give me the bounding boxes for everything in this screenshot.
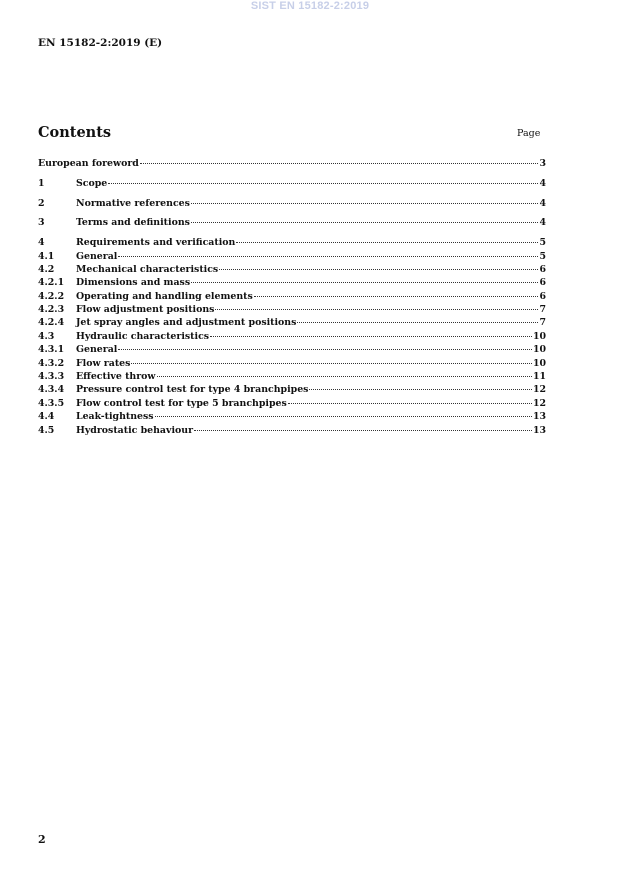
toc-entry[interactable] [38, 410, 546, 423]
toc-entry-page: 10 [532, 357, 546, 369]
toc-entry-number: 4.5 [38, 424, 55, 436]
toc-entry-title: Hydraulic characteristics [76, 330, 210, 342]
toc-entry[interactable] [38, 424, 546, 437]
toc-entry-number: 4.2 [38, 263, 55, 275]
toc-entry-page: 13 [532, 424, 546, 436]
dot-leader [155, 416, 532, 417]
toc-entry[interactable] [38, 177, 546, 190]
toc-entry-page: 7 [539, 304, 546, 316]
toc-entry-title: Flow adjustment positions [76, 304, 215, 316]
toc-entry-title: Flow rates [76, 357, 131, 369]
dot-leader [191, 282, 538, 283]
toc-entry[interactable] [38, 290, 546, 303]
toc-entry-number: 4.2.2 [38, 290, 65, 302]
toc-entry-number: 4.2.3 [38, 304, 65, 316]
toc-entry-number: 4.3.5 [38, 397, 65, 409]
toc-entry[interactable] [38, 330, 546, 343]
toc-entry-page: 5 [539, 250, 546, 262]
toc-entry-number: 4.4 [38, 411, 55, 423]
toc-entry-page: 6 [539, 290, 546, 302]
toc-entry[interactable] [38, 316, 546, 329]
toc-entry[interactable] [38, 383, 546, 396]
dot-leader [191, 203, 539, 204]
toc-entry-page: 4 [539, 177, 546, 189]
dot-leader [215, 309, 538, 310]
dot-leader [236, 242, 538, 243]
toc-entry-title: Normative references [76, 197, 190, 209]
toc-entry-title: Operating and handling elements [76, 290, 253, 302]
toc-entry-page: 13 [532, 411, 546, 423]
toc-entry-title: Flow control test for type 5 branchpipes [76, 397, 287, 409]
toc-entry[interactable] [38, 236, 546, 249]
toc-entry-number: 3 [38, 217, 45, 229]
toc-entry-number: 4 [38, 237, 45, 249]
toc-entry[interactable] [38, 303, 546, 316]
toc-entry-number: 4.3.1 [38, 344, 65, 356]
toc-entry-number: 4.3.2 [38, 357, 65, 369]
toc-entry-page: 10 [532, 330, 546, 342]
toc-entry-number: 4.2.4 [38, 317, 65, 329]
dot-leader [131, 363, 532, 364]
toc-entry[interactable] [38, 197, 546, 210]
toc-entry-title: Mechanical characteristics [76, 263, 219, 275]
dot-leader [118, 349, 532, 350]
dot-leader [108, 183, 538, 184]
toc-entry-page: 3 [539, 158, 546, 169]
toc-entry[interactable] [38, 216, 546, 229]
toc-entry-title: General [76, 344, 118, 356]
page-number: 2 [38, 833, 46, 846]
toc-entry-title: Effective throw [76, 371, 156, 383]
toc-entry-number: 1 [38, 177, 45, 189]
document-id: EN 15182-2:2019 (E) [38, 37, 163, 49]
toc-entry-title: Hydrostatic behaviour [76, 424, 194, 436]
dot-leader [118, 256, 538, 257]
toc-entry[interactable] [38, 370, 546, 383]
toc-entry-number: 4.2.1 [38, 277, 65, 289]
toc-entry[interactable] [38, 250, 546, 263]
table-of-contents [38, 157, 546, 437]
toc-entry-title: Requirements and verification [76, 237, 236, 249]
toc-entry[interactable] [38, 276, 546, 289]
dot-leader [309, 389, 532, 390]
toc-entry-page: 11 [532, 371, 546, 383]
toc-entry-title: Dimensions and mass [76, 277, 191, 289]
toc-entry-page: 5 [539, 237, 546, 249]
toc-entry[interactable] [38, 157, 546, 170]
toc-entry-number: 2 [38, 197, 45, 209]
dot-leader [157, 376, 532, 377]
toc-entry-page: 12 [532, 397, 546, 409]
toc-entry-number: 4.3 [38, 330, 55, 342]
toc-entry-title: Pressure control test for type 4 branchpipes [76, 384, 309, 396]
toc-entry[interactable] [38, 263, 546, 276]
contents-title: Contents [38, 124, 112, 141]
toc-entry-number: 4.3.4 [38, 384, 65, 396]
toc-entry-page: 10 [532, 344, 546, 356]
toc-entry[interactable] [38, 343, 546, 356]
toc-entry[interactable] [38, 397, 546, 410]
toc-entry-title: Scope [76, 177, 108, 189]
page-column-label: Page [517, 128, 541, 139]
toc-entry-title: General [76, 250, 118, 262]
toc-entry-title: Leak-tightness [76, 411, 154, 423]
dot-leader [297, 322, 538, 323]
dot-leader [140, 163, 539, 164]
toc-entry-title: European foreword [38, 158, 139, 169]
toc-entry-title: Jet spray angles and adjustment positions [76, 317, 297, 329]
dot-leader [210, 336, 532, 337]
toc-entry-page: 6 [539, 263, 546, 275]
toc-entry-page: 4 [539, 197, 546, 209]
dot-leader [219, 269, 538, 270]
dot-leader [254, 296, 539, 297]
toc-entry-page: 4 [539, 217, 546, 229]
dot-leader [194, 430, 532, 431]
dot-leader [288, 403, 532, 404]
toc-entry-page: 7 [539, 317, 546, 329]
toc-entry-number: 4.3.3 [38, 371, 65, 383]
toc-entry-page: 6 [539, 277, 546, 289]
toc-entry-title: Terms and definitions [76, 217, 190, 229]
toc-entry[interactable] [38, 357, 546, 370]
watermark: SIST EN 15182-2:2019 [250, 0, 370, 12]
toc-entry-page: 12 [532, 384, 546, 396]
dot-leader [191, 222, 539, 223]
toc-entry-number: 4.1 [38, 250, 55, 262]
